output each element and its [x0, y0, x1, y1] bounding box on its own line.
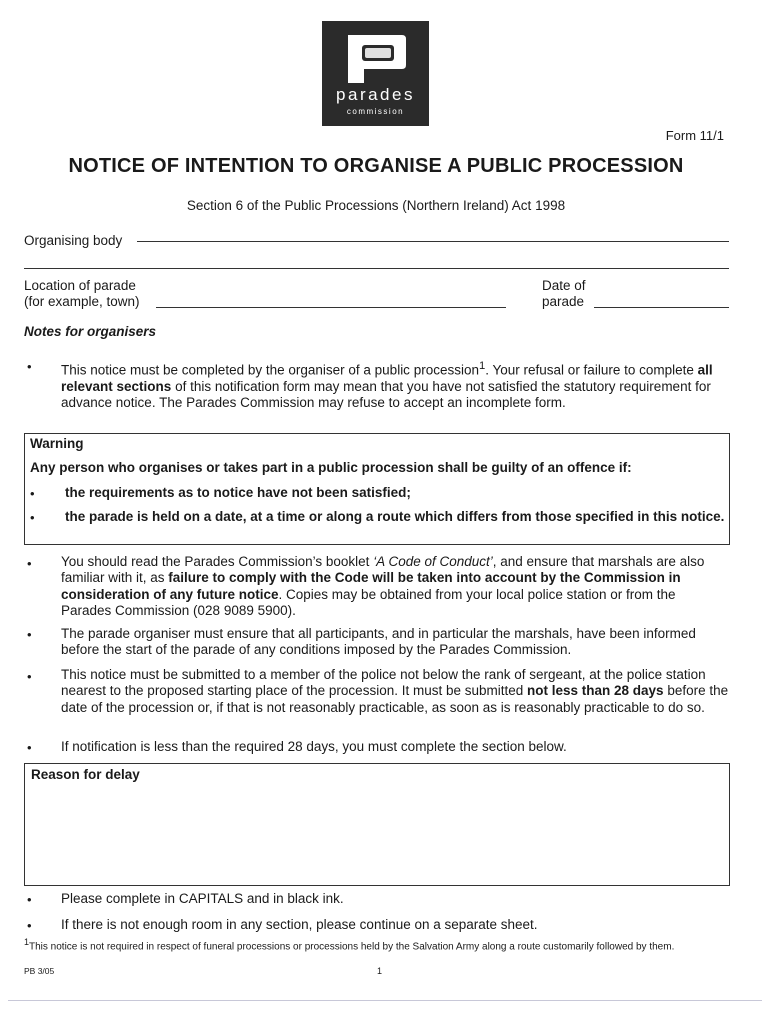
bullet-dot: • [27, 556, 32, 571]
bullet-dot: • [27, 892, 32, 907]
notes-heading: Notes for organisers [24, 324, 157, 339]
note2-text-c: . Copies may be obtained from your local police station or from the Parades Commission (028 9089 5900). [61, 586, 676, 619]
note4-bold: not less than 28 days [527, 683, 664, 699]
note2-text-a: You should read the Parades Commission’s booklet [61, 554, 374, 569]
note2-text-b: , and ensure that marshals are also familiar with it, as [61, 554, 705, 586]
note2-italic: ‘A Code of Conduct’ [373, 554, 493, 569]
note1-text-c: of this notification form may mean that you have not satisfied the statutory requirement for advance notice. The Parades Commission may refuse to accept an incomplete form. [61, 378, 711, 411]
warning-item: the parade is held on a date, at a time or along a route which differs from those specified in this notice. [65, 509, 725, 524]
form-number: Form 11/1 [665, 128, 724, 143]
note-separate-sheet: If there is not enough room in any section, please continue on a separate sheet. [61, 917, 538, 932]
bullet-dot: • [27, 918, 32, 933]
footnote-ref: 1 [478, 360, 486, 372]
page-edge-divider [8, 1000, 762, 1001]
note-submission [61, 667, 729, 716]
note4-text-b: before the date of the procession or, if that is not reasonably practicable, as soon as is reasonably practicable to do so. [61, 683, 729, 715]
location-field[interactable] [156, 307, 506, 308]
reason-for-delay-title: Reason for delay [31, 767, 140, 782]
parades-commission-logo [322, 21, 429, 126]
note4-text-a: This notice must be submitted to a member of the police not below the rank of sergeant, at the police station nearest to the proposed starting place of the procession. It must be submitted [61, 667, 706, 699]
warning-intro: Any person who organises or takes part in a public procession shall be guilty of an offence if: [30, 460, 632, 475]
organising-body-label: Organising body [24, 233, 123, 248]
logo-sub: commission [346, 107, 405, 116]
date-label-line2: parade [542, 294, 585, 309]
date-field[interactable] [594, 307, 729, 308]
note-completion [61, 358, 729, 412]
location-label-line2: (for example, town) [24, 294, 140, 309]
bullet-dot: • [27, 627, 32, 642]
note-participants: The parade organiser must ensure that all participants, and in particular the marshals, have been informed before the start of the parade of any conditions imposed by the Parades Commission. [61, 626, 696, 658]
page-title: NOTICE OF INTENTION TO ORGANISE A PUBLIC PROCESSION [68, 155, 684, 177]
logo-name: parades [336, 85, 415, 104]
bullet-dot: • [30, 510, 35, 525]
footnote-text: This notice is not required in respect of funeral processions or processions held by the Salvation Army along a route customarily followed by them. [29, 941, 675, 953]
location-label-line1: Location of parade [24, 278, 136, 293]
warning-item: the requirements as to notice have not been satisfied; [65, 485, 411, 500]
speech-bubble-p-icon [344, 31, 408, 87]
organising-body-field[interactable] [137, 241, 729, 242]
bullet-dot: • [27, 359, 32, 374]
date-label-line1: Date of [542, 278, 586, 293]
note-short-notice: If notification is less than the required 28 days, you must complete the section below. [61, 739, 567, 754]
note-code-of-conduct [61, 554, 729, 620]
footnote [24, 936, 714, 954]
note1-text-b: . Your refusal or failure to complete [485, 362, 698, 378]
page-number: 1 [377, 966, 383, 976]
note1-bold: all relevant sections [61, 362, 713, 394]
page-subtitle: Section 6 of the Public Processions (Northern Ireland) Act 1998 [186, 198, 566, 213]
note-capitals: Please complete in CAPITALS and in black ink. [61, 891, 344, 906]
bullet-dot: • [30, 486, 35, 501]
bullet-dot: • [27, 669, 32, 684]
footnote-marker: 1 [24, 937, 30, 947]
warning-title: Warning [30, 436, 84, 451]
bullet-dot: • [27, 740, 32, 755]
organising-body-field-line2[interactable] [24, 268, 729, 269]
note2-bold: failure to comply with the Code will be taken into account by the Commission in consideration of any future notice [61, 570, 681, 602]
note1-text-a: This notice must be completed by the organiser of a public procession [61, 362, 479, 378]
pb-code: PB 3/05 [24, 966, 55, 976]
